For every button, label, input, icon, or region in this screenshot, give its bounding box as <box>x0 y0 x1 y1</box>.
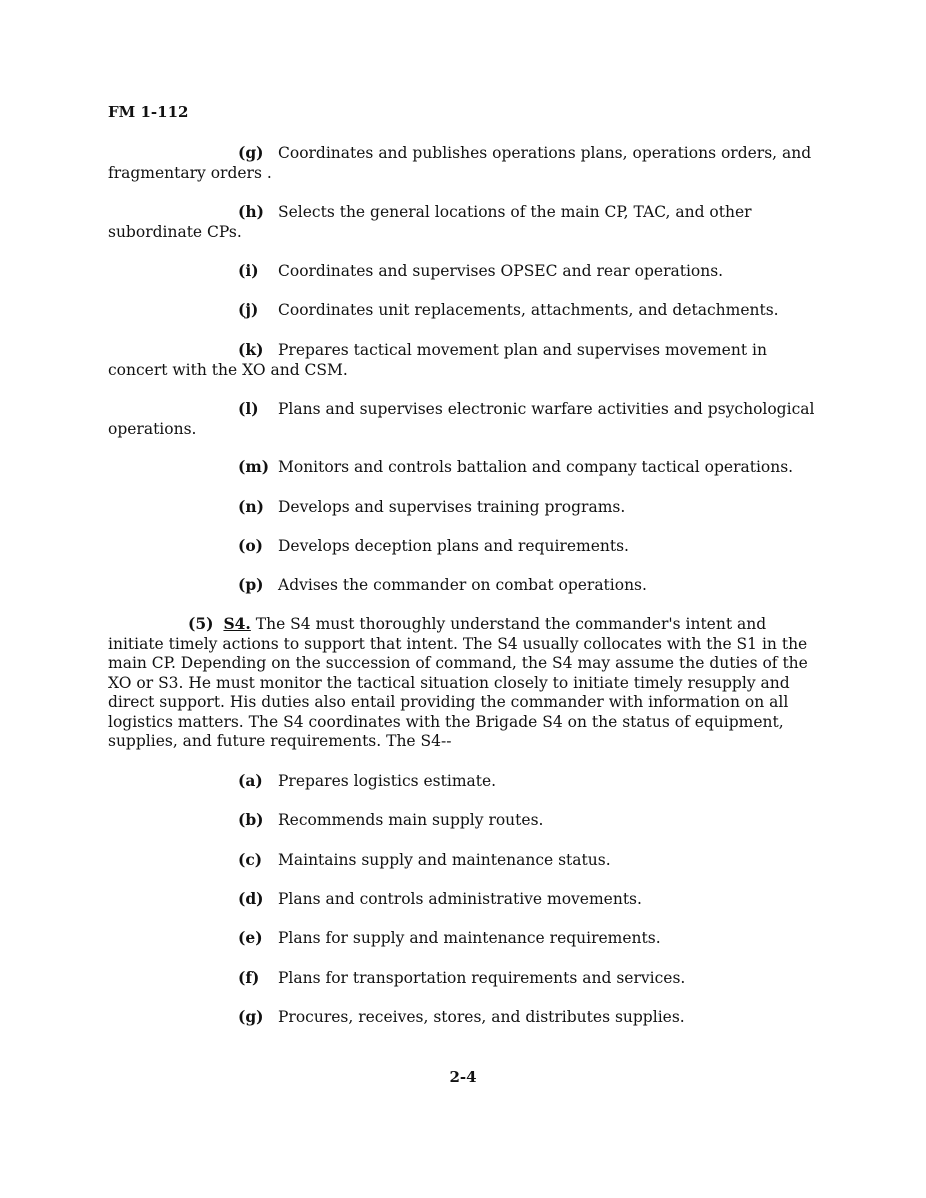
item-letter: (l) <box>238 399 259 418</box>
item-text: Plans and controls administrative movements. <box>278 890 642 908</box>
item-letter: (a) <box>238 771 263 790</box>
item-text: Selects the general locations of the main CP, TAC, and other <box>278 203 752 221</box>
item-letter: (f) <box>238 968 260 987</box>
item-letter: (n) <box>238 497 264 516</box>
item-text: Recommends main supply routes. <box>278 811 544 829</box>
s4-paragraph <box>108 614 820 752</box>
item-text-continued: fragmentary orders . <box>108 163 272 182</box>
list-item <box>108 399 820 439</box>
item-letter: (j) <box>238 300 259 319</box>
list-item <box>108 143 820 183</box>
paragraph-number: (5) <box>188 614 214 633</box>
item-text-continued: operations. <box>108 419 197 438</box>
page-number: 2-4 <box>449 1068 477 1086</box>
item-text: Plans and supervises electronic warfare activities and psychological <box>278 400 815 418</box>
item-text: Prepares tactical movement plan and supervises movement in <box>278 341 767 359</box>
paragraph-text: The S4 must thoroughly understand the commander's intent and initiate timely actions to support that intent. The S4 usually collocates with the S1 in the main CP. Depending on the succession of command, the S4 may assume the duties of the XO or S3. He must monitor the tactical situation closely to initiate timely resupply and direct support. His duties also entail providing the commander with information on all logistics matters. The S4 coordinates with the Brigade S4 on the status of equipment, supplies, and future requirements. The S4-- <box>108 615 808 750</box>
item-text: Coordinates and publishes operations plans, operations orders, and <box>278 144 812 162</box>
list-item <box>108 1007 820 1028</box>
list-item <box>108 497 820 518</box>
paragraph-title: S4. <box>223 614 251 633</box>
list-item <box>108 968 820 989</box>
item-text: Prepares logistics estimate. <box>278 772 497 790</box>
item-letter: (g) <box>238 1007 264 1026</box>
list-item <box>108 340 820 380</box>
item-text: Plans for transportation requirements and services. <box>278 969 686 987</box>
list-item <box>108 850 820 871</box>
item-text: Plans for supply and maintenance requirements. <box>278 929 661 947</box>
list-item <box>108 810 820 831</box>
item-letter: (g) <box>238 143 264 162</box>
item-text: Monitors and controls battalion and company tactical operations. <box>278 458 794 476</box>
item-text: Maintains supply and maintenance status. <box>278 851 611 869</box>
item-letter: (e) <box>238 928 263 947</box>
item-letter: (d) <box>238 889 264 908</box>
list-item <box>108 202 820 242</box>
item-text: Coordinates and supervises OPSEC and rear operations. <box>278 262 724 280</box>
list-item <box>108 928 820 949</box>
list-item <box>108 889 820 910</box>
item-letter: (m) <box>238 457 270 476</box>
item-letter: (h) <box>238 202 264 221</box>
item-text-continued: subordinate CPs. <box>108 222 242 241</box>
item-text: Develops and supervises training programs. <box>278 498 626 516</box>
item-letter: (k) <box>238 340 264 359</box>
document-header: FM 1-112 <box>108 103 189 121</box>
list-item <box>108 536 820 557</box>
item-letter: (c) <box>238 850 263 869</box>
item-letter: (p) <box>238 575 264 594</box>
item-text: Procures, receives, stores, and distributes supplies. <box>278 1008 685 1026</box>
item-text-continued: concert with the XO and CSM. <box>108 360 348 379</box>
item-letter: (b) <box>238 810 264 829</box>
item-letter: (i) <box>238 261 259 280</box>
item-text: Coordinates unit replacements, attachments, and detachments. <box>278 301 779 319</box>
list-item <box>108 300 820 321</box>
list-item <box>108 575 820 596</box>
list-item <box>108 771 820 792</box>
list-item <box>108 261 820 282</box>
item-letter: (o) <box>238 536 264 555</box>
item-text: Develops deception plans and requirements. <box>278 537 629 555</box>
item-text: Advises the commander on combat operations. <box>278 576 647 594</box>
list-item <box>108 457 820 478</box>
